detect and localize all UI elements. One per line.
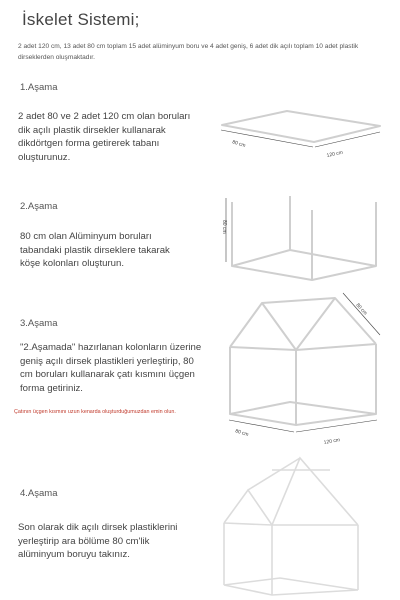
step-3-text: "2.Aşamada" hazırlanan kolonların üzerine geniş açılı dirsek plastikleri yerleştirip, 80 cm boruları kullanarak çatı kısmını üçgen forma getiriniz. xyxy=(20,342,202,394)
step-1-dim-120: 120 cm xyxy=(326,149,344,159)
step-1-dim-80: 80 cm xyxy=(231,139,247,150)
step-3-dim-80: 80 cm xyxy=(234,428,250,439)
step-1-heading: 1.Aşama xyxy=(20,82,58,93)
step-2-heading: 2.Aşama xyxy=(20,201,58,212)
step-3-dim-120: 120 cm xyxy=(323,437,341,446)
warning-note: Çatının üçgen kısmını uzun kenarda oluşturduğumuzdan emin olun. xyxy=(14,409,176,415)
step-2-text: 80 cm olan Alüminyum boruları tabandaki plastik dirseklere takarak köşe kolonları oluşturun. xyxy=(20,231,170,270)
step-4-heading: 4.Aşama xyxy=(20,488,58,499)
step-4-text: Son olarak dik açılı dirsek plastiklerini yerleştirip ara bölüme 80 cm'lik alüminyum boruyu takınız. xyxy=(18,522,178,561)
step-3-heading: 3.Aşama xyxy=(20,318,58,329)
step-2-dim-80: 80 cm xyxy=(221,220,227,234)
step-3-dim-roof-80: 80 cm xyxy=(354,302,369,317)
step-1-text: 2 adet 80 ve 2 adet 120 cm olan boruları dik açılı plastik dirsekler kullanarak dikdörtgen forma getirerek tabanı oluşturunuz. xyxy=(18,111,191,163)
intro-text: 2 adet 120 cm, 13 adet 80 cm toplam 15 adet alüminyum boru ve 4 adet geniş, 6 adet dik açılı toplam 10 adet plastik dirseklerden oluşmaktadır. xyxy=(18,43,359,61)
page-title: İskelet Sistemi; xyxy=(22,10,140,29)
